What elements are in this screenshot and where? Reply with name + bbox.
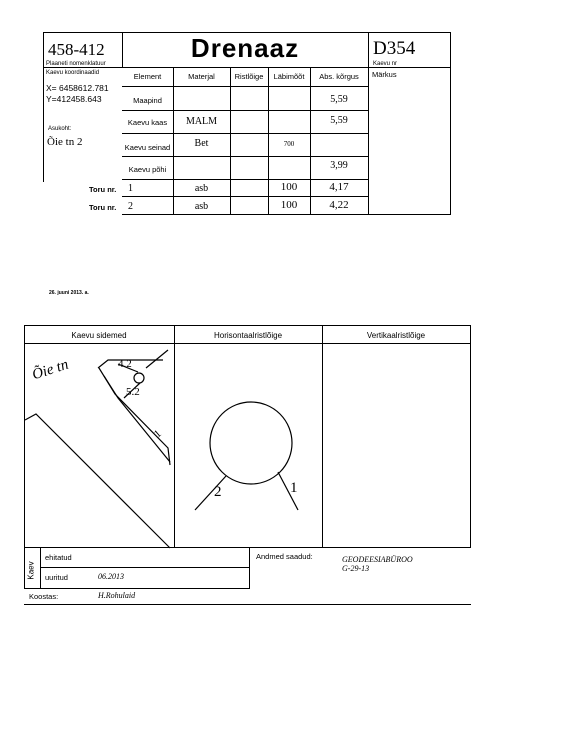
updated-value: 06.2013 (98, 572, 124, 581)
col-height: Abs. kõrgus (319, 72, 359, 81)
pipe-material: asb (194, 201, 209, 212)
row-material: Bet (194, 138, 209, 149)
well-side-label: Kaev (26, 561, 36, 580)
col-element: Element (133, 72, 162, 81)
well-number: D354 (373, 38, 416, 59)
panel-title-vertical: Vertikaalristlõige (366, 331, 426, 340)
pipe-diameter: 100 (280, 181, 298, 193)
distance-annotation: 5.2 (126, 386, 140, 398)
pipe-annotation: 1 (290, 480, 298, 496)
curb-line (99, 368, 170, 465)
well-marker (134, 373, 144, 383)
panel-title-connections: Kaevu sidemed (71, 331, 127, 340)
updated-label: uuritud (45, 573, 68, 582)
pipe-diameter: 100 (280, 199, 298, 211)
document-date: 26. juuni 2013. a. (49, 290, 89, 296)
page-title: Drenaaz (190, 33, 300, 63)
street-annotation: Õie tn (30, 356, 71, 384)
pipe-height: 4,17 (329, 181, 349, 193)
data-source: GEODEESIABÜROO (342, 555, 413, 564)
sheet-number: 458-412 (48, 40, 105, 59)
row-element: Kaevu kaas (127, 118, 168, 127)
distance-annotation: 4.2 (118, 358, 132, 370)
author-label: Koostas: (29, 592, 59, 601)
pipe-material: asb (194, 183, 209, 194)
address-label: Asukoht: (48, 126, 72, 132)
col-remark: Märkus (372, 70, 397, 79)
col-cross: Ristlõige (234, 72, 264, 81)
row-height: 3,99 (330, 160, 348, 171)
row-element: Kaevu seinad (124, 143, 171, 152)
well-label: Kaevu nr (373, 61, 398, 67)
data-code: G-29-13 (342, 564, 370, 573)
pipe-annotation: 2 (214, 484, 222, 500)
pipe-height: 4,22 (329, 199, 349, 211)
coords-label: Kaevu koordinaadid (46, 70, 100, 76)
row-element: Kaevu põhi (128, 165, 167, 174)
pipe-annotation: 1 (151, 427, 164, 441)
panel-title-horizontal: Horisontaalristlõige (213, 331, 283, 340)
pipe-label: Toru nr. (89, 203, 117, 212)
row-height: 5,59 (330, 94, 348, 105)
measure-line (146, 350, 168, 368)
pipe-label: Toru nr. (89, 185, 117, 194)
built-label: ehitatud (45, 553, 72, 562)
author-value: H.Rohulaid (98, 591, 136, 600)
pipe-number: 2 (128, 201, 133, 212)
row-height: 5,59 (330, 115, 348, 126)
col-diameter: Läbimõõt (273, 72, 305, 81)
curb-line (25, 414, 170, 548)
sheet-label: Plaaneti nomenklatuur (46, 61, 106, 67)
address-value: Õie tn 2 (47, 136, 83, 148)
row-diameter: 700 (283, 140, 295, 148)
col-material: Materjal (188, 72, 215, 81)
coord-x: X= 6458612.781 (46, 83, 109, 93)
data-label: Andmed saadud: (256, 552, 313, 561)
row-element: Maapind (133, 96, 162, 105)
coord-y: Y=412458.643 (46, 94, 102, 104)
manhole-circle (210, 402, 292, 484)
pipe-number: 1 (128, 183, 133, 194)
row-material: MALM (185, 116, 218, 127)
